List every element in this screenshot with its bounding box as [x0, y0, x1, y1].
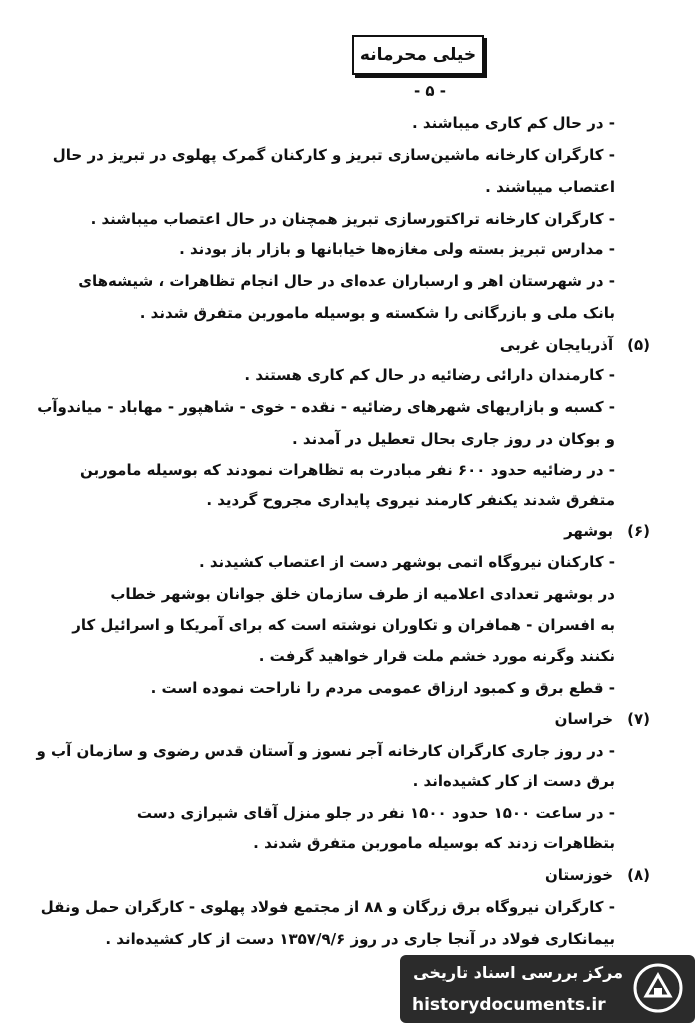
bullet-dash: -: [603, 114, 615, 132]
text-line: بتظاهرات زدند که بوسیله ماموربن متفرق شدند .: [253, 834, 615, 852]
text-line: و بوکان در روز جاری بحال تعطیل در آمدند .: [291, 430, 615, 448]
bullet-dash: -: [603, 742, 615, 760]
text-line: - کارگران نیروگاه برق زرگان و ۸۸ از مجتمع فولاد پهلوی - کارگران حمل ونقل: [40, 898, 615, 916]
text-line: - کارگران کارخانه ماشین‌سازی تبریز و کارکنان گمرک پهلوی در تبریز در حال: [52, 146, 615, 164]
text-line: - قطع برق و کمبود ارزاق عمومی مردم را ناراحت نموده است .: [150, 679, 615, 697]
section-number: (۵): [627, 336, 650, 354]
archive-name: مرکز بررسی اسناد تاریخی: [413, 963, 623, 982]
section-heading: [500, 336, 650, 354]
text-line: - مدارس تبریز بسته ولی مغازه‌ها خیابانها و بازار باز بودند .: [179, 240, 615, 258]
confidential-stamp: خیلی محرمانه: [352, 35, 484, 75]
text-line: - در روز جاری کارگران کارخانه آجر نسوز و آستان قدس رضوی و سازمان آب و: [36, 742, 615, 760]
text-line: - در حال کم کاری میباشند .: [412, 114, 615, 132]
bullet-dash: -: [603, 461, 615, 479]
text-line: برق دست از کار کشیده‌اند .: [412, 772, 615, 790]
section-number: (۸): [627, 866, 650, 884]
bullet-dash: -: [603, 398, 615, 416]
section-number: (۷): [627, 710, 650, 728]
bullet-dash: -: [603, 553, 615, 571]
bullet-dash: -: [603, 366, 615, 384]
page-number: - ۵ -: [413, 82, 447, 100]
bullet-dash: -: [603, 210, 615, 228]
text-line: متفرق شدند یکنفر کارمند نیروی پایداری مجروح گردید .: [206, 491, 615, 509]
section-heading: [555, 710, 650, 728]
section-number: (۶): [627, 522, 650, 540]
bullet-dash: -: [603, 804, 615, 822]
text-line: به افسران - همافران و تکاوران نوشته است که برای آمریکا و اسرائیل کار: [72, 616, 615, 634]
section-heading: [564, 522, 650, 540]
bullet-dash: -: [603, 898, 615, 916]
archive-watermark: [400, 955, 695, 1023]
archive-url[interactable]: historydocuments.ir: [412, 995, 606, 1015]
text-line: - کارمندان دارائی رضائیه در حال کم کاری هستند .: [244, 366, 615, 384]
text-line: - در شهرستان اهر و ارسباران عده‌ای در حال انجام تظاهرات ، شیشه‌های: [78, 272, 615, 290]
text-line: - در ساعت ۱۵۰۰ حدود ۱۵۰۰ نفر در جلو منزل آقای شیرازی دست: [136, 804, 615, 822]
section-heading: [545, 866, 650, 884]
bullet-dash: -: [603, 146, 615, 164]
text-line: در بوشهر تعدادی اعلامیه از طرف سازمان خلق جوانان بوشهر خطاب: [110, 585, 615, 603]
text-line: اعتصاب میباشند .: [485, 178, 615, 196]
section-title: آذربایجان غربی: [499, 336, 614, 354]
section-title: خوزستان: [544, 866, 614, 884]
bullet-dash: -: [603, 679, 615, 697]
text-line: - کسبه و بازاریهای شهرهای رضائیه - نقده - خوی - شاهپور - مهاباد - میاندوآب: [37, 398, 615, 416]
text-line: نکنند وگرنه مورد خشم ملت قرار خواهید گرفت .: [258, 647, 615, 665]
bullet-dash: -: [603, 272, 615, 290]
section-title: خراسان: [554, 710, 614, 728]
text-line: بیمانکاری فولاد در آنجا جاری در روز ۱۳۵۷/۹/۶ دست از کار کشیده‌اند .: [105, 930, 615, 948]
text-line: - کارکنان نیروگاه اتمی بوشهر دست از اعتصاب کشیدند .: [198, 553, 615, 571]
archive-logo-icon: [633, 963, 683, 1013]
text-line: بانک ملی و بازرگانی را شکسته و بوسیله ماموربن متفرق شدند .: [139, 304, 615, 322]
text-line: - کارگران کارخانه تراکتورسازی تبریز همچنان در حال اعتصاب میباشند .: [90, 210, 615, 228]
text-line: - در رضائیه حدود ۶۰۰ نفر مبادرت به تظاهرات نمودند که بوسیله ماموربن: [80, 461, 615, 479]
bullet-dash: -: [603, 240, 615, 258]
section-title: بوشهر: [564, 522, 614, 540]
